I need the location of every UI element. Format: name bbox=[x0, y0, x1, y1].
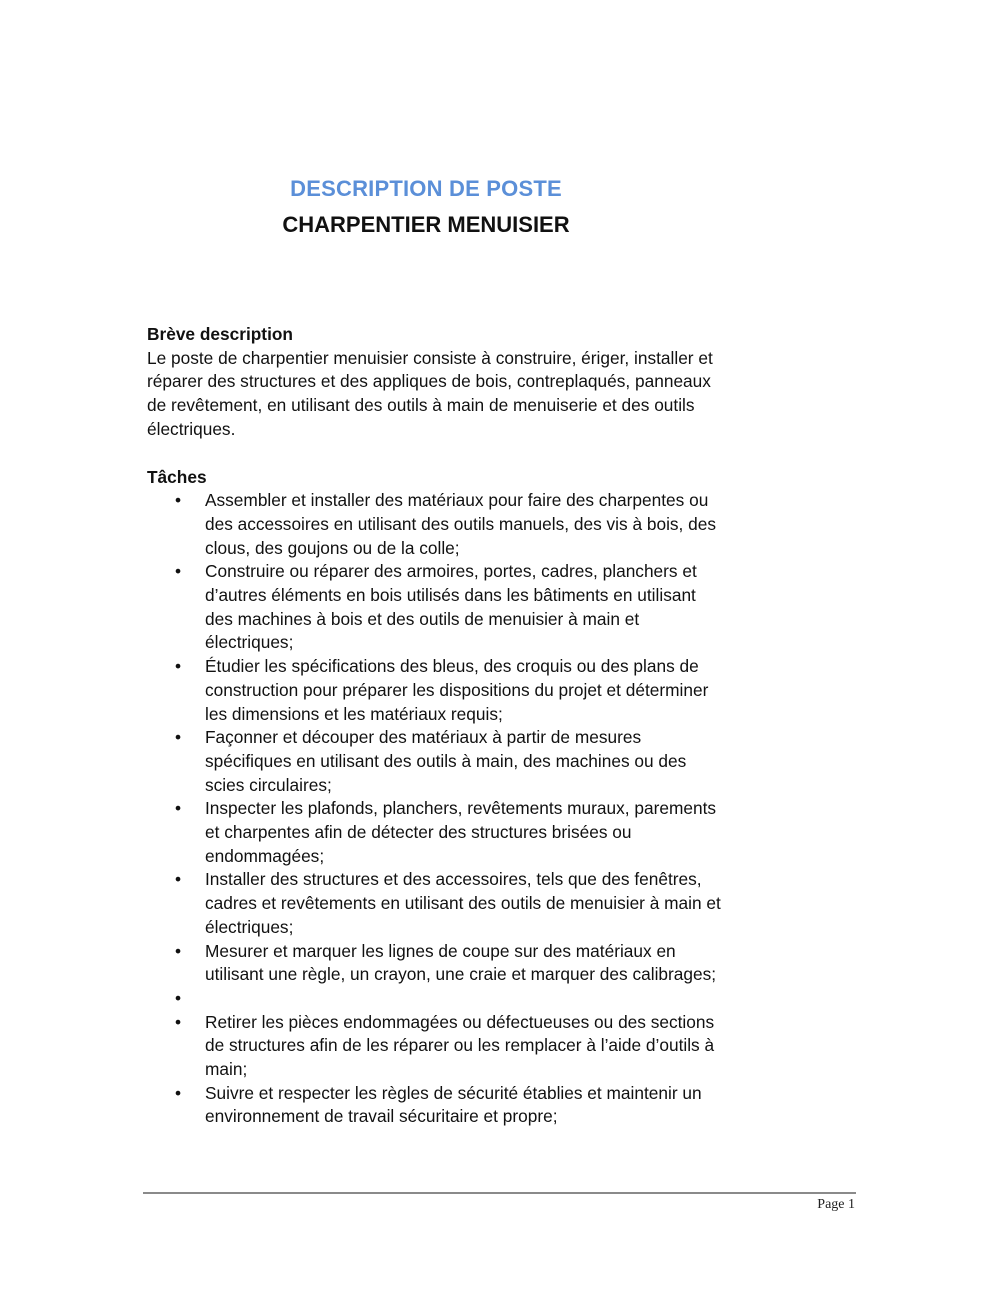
task-item bbox=[147, 1011, 727, 1082]
bullet-icon: • bbox=[175, 1082, 182, 1103]
summary-text: Le poste de charpentier menuisier consiste à construire, ériger, installer et réparer des structures et des appliques de bois, contreplaqués, panneaux de revêtement, en utilisant des outils à main de menuiserie et des outils électriques. bbox=[147, 347, 713, 439]
document-body bbox=[147, 323, 727, 1129]
footer-divider bbox=[143, 1192, 856, 1194]
task-text: Façonner et découper des matériaux à partir de mesures spécifiques en utilisant des outils à main, des machines ou des scies circulaires; bbox=[205, 727, 687, 795]
page-number: Page 1 bbox=[817, 1197, 855, 1212]
task-text: Retirer les pièces endommagées ou défectueuses ou des sections de structures afin de les réparer ou les remplacer à l’aide d’outils à main; bbox=[205, 1011, 715, 1080]
task-item bbox=[147, 560, 727, 655]
spacer bbox=[147, 442, 727, 466]
bullet-icon: • bbox=[175, 656, 182, 677]
bullet-icon: • bbox=[175, 490, 182, 511]
task-text: Mesurer et marquer les lignes de coupe sur des matériaux en utilisant une règle, un crayon, une craie et marquer des calibrages; bbox=[205, 940, 717, 985]
task-text: Construire ou réparer des armoires, portes, cadres, planchers et d’autres éléments en bois utilisés dans les bâtiments en utilisant des machines à bois et des outils de menuisier à main et électriques; bbox=[205, 561, 697, 653]
tasks-heading: Tâches bbox=[147, 466, 207, 487]
bullet-icon: • bbox=[175, 1011, 182, 1032]
task-item bbox=[147, 726, 727, 797]
bullet-icon: • bbox=[175, 940, 182, 961]
task-text: Installer des structures et des accessoires, tels que des fenêtres, cadres et revêtements en utilisant des outils de menuisier à main et électriques; bbox=[205, 869, 721, 937]
task-text: Suivre et respecter les règles de sécurité établies et maintenir un environnement de travail sécuritaire et propre; bbox=[205, 1082, 702, 1127]
bullet-icon: • bbox=[175, 798, 182, 819]
task-text: Inspecter les plafonds, planchers, revêtements muraux, parements et charpentes afin de détecter des structures brisées ou endommagées; bbox=[205, 798, 717, 866]
task-item bbox=[147, 1082, 727, 1129]
task-text: Assembler et installer des matériaux pour faire des charpentes ou des accessoires en utilisant des outils manuels, des vis à bois, des clous, des goujons ou de la colle; bbox=[205, 490, 717, 558]
bullet-icon: • bbox=[175, 561, 182, 582]
task-text: Étudier les spécifications des bleus, des croquis ou des plans de construction pour préparer les dispositions du projet et déterminer les dimensions et les matériaux requis; bbox=[205, 656, 709, 724]
task-item bbox=[147, 797, 727, 868]
tasks-list bbox=[147, 489, 727, 1129]
summary-heading: Brève description bbox=[147, 324, 293, 344]
task-item bbox=[147, 655, 727, 726]
bullet-icon: • bbox=[175, 727, 182, 748]
bullet-icon: • bbox=[175, 987, 182, 1008]
task-item bbox=[147, 868, 727, 939]
bullet-icon: • bbox=[175, 869, 182, 890]
task-item-empty bbox=[147, 987, 727, 1011]
task-item bbox=[147, 940, 727, 987]
document-title: DESCRIPTION DE POSTE bbox=[290, 176, 562, 201]
job-title: CHARPENTIER MENUISIER bbox=[282, 212, 570, 237]
task-item bbox=[147, 489, 727, 560]
